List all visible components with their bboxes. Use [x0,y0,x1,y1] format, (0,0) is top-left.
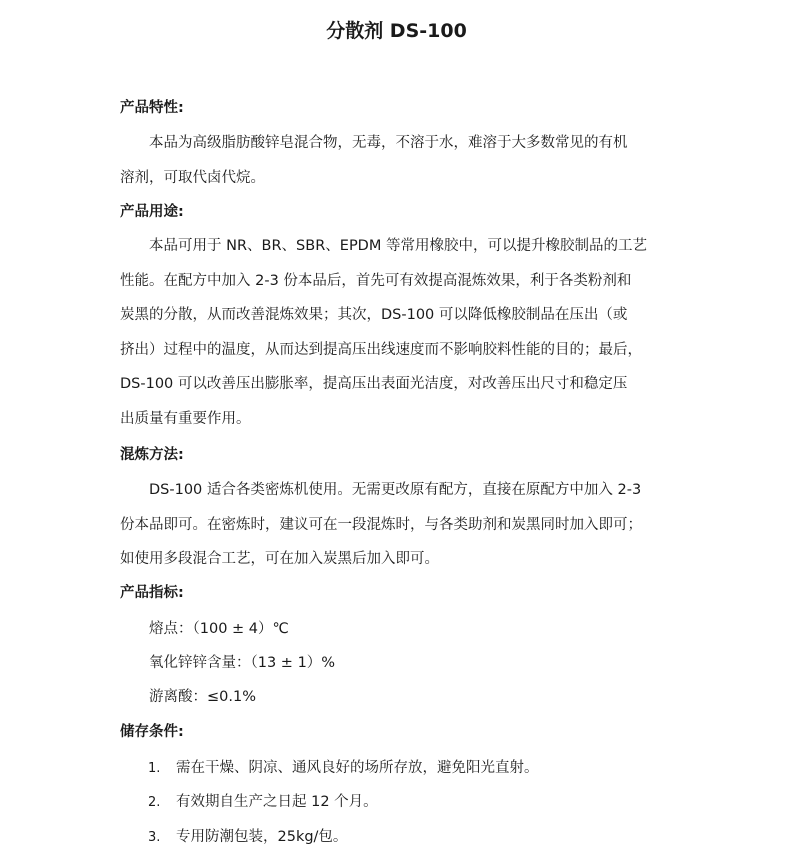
heading-mixing: 混炼方法: [120,447,184,463]
heading-storage: 储存条件: [120,724,184,740]
storage-item [148,827,347,848]
list-item-text: 专用防潮包装，25kg/包。 [176,829,348,845]
list-number: 1. [148,761,161,776]
paragraph-line: 出质量有重要作用。 [120,410,251,427]
spec-melting-point: 熔点：（100 ± 4）℃ [149,621,289,637]
list-number: 3. [148,830,161,845]
storage-item [148,792,378,813]
spec-zinc-oxide-content: 氧化锌锌含量：（13 ± 1）% [149,655,336,671]
paragraph-mixing [120,473,680,577]
paragraph-line: 如使用多段混合工艺，可在加入炭黑后加入即可。 [120,551,439,568]
paragraph-line: 溶剂，可取代卤代烷。 [120,169,265,186]
storage-item [148,758,539,779]
paragraph-usage [120,229,680,437]
list-item-text: 有效期自生产之日起 12 个月。 [176,794,378,810]
paragraph-properties [120,126,680,195]
paragraph-line: 性能。在配方中加入 2-3 份本品后，首先可有效提高混炼效果，利于各类粉剂和 [120,272,632,289]
paragraph-line: 挤出）过程中的温度，从而达到提高压出线速度而不影响胶料性能的目的；最后， [120,341,642,358]
document-title: 分散剂 DS-100 [326,20,467,42]
heading-specs: 产品指标: [120,585,184,601]
heading-properties: 产品特性: [120,100,184,116]
heading-usage: 产品用途: [120,204,184,220]
paragraph-line: 本品为高级脂肪酸锌皂混合物，无毒，不溶于水，难溶于大多数常见的有机 [149,135,628,151]
list-item-text: 需在干燥、阴凉、通风良好的场所存放，避免阳光直射。 [176,760,539,776]
paragraph-line: 本品可用于 NR、BR、SBR、EPDM 等常用橡胶中，可以提升橡胶制品的工艺 [149,238,647,254]
paragraph-line: 炭黑的分散，从而改善混炼效果；其次，DS-100 可以降低橡胶制品在压出（或 [120,307,628,324]
spec-free-acid: 游离酸：≤0.1% [149,689,256,705]
list-number: 2. [148,795,161,810]
paragraph-line: DS-100 可以改善压出膨胀率，提高压出表面光洁度，对改善压出尺寸和稳定压 [120,376,628,393]
paragraph-line: 份本品即可。在密炼时，建议可在一段混炼时，与各类助剂和炭黑同时加入即可； [120,516,642,533]
paragraph-line: DS-100 适合各类密炼机使用。无需更改原有配方，直接在原配方中加入 2-3 [149,482,642,498]
